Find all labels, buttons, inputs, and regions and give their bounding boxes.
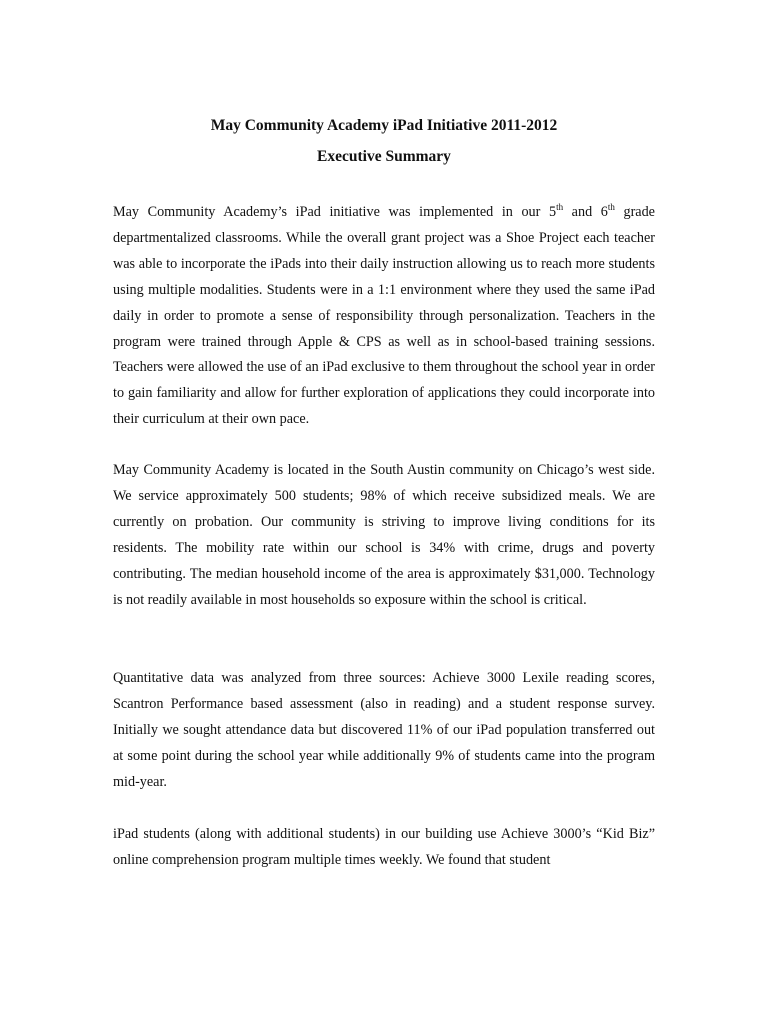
paragraph-data-sources: Quantitative data was analyzed from three sources: Achieve 3000 Lexile reading scores, Scantron Performance based assessment (also in reading) and a student response survey. Initially we sought attendance data but discovered 11% of our iPad population transferred out at some point during the school year while additionally 9% of students came into the program mid-year. [113, 670, 655, 790]
document-title: May Community Academy iPad Initiative 2011-2012 [210, 117, 558, 134]
paragraph-intro [113, 200, 655, 433]
document-subtitle: Executive Summary [317, 148, 451, 165]
paragraph-achieve-3000: iPad students (along with additional students) in our building use Achieve 3000’s “Kid Biz” online comprehension program multiple times weekly. We found that student [113, 826, 655, 868]
paragraph-intro-text-b: and 6 [563, 204, 608, 220]
paragraph-community: May Community Academy is located in the South Austin community on Chicago’s west side. We service approximately 500 students; 98% of which receive subsidized meals. We are currently on probation. Our community is striving to improve living conditions for its residents. The mobility rate within our school is 34% with crime, drugs and poverty contributing. The median household income of the area is approximately $31,000. Technology is not readily available in most households so exposure within the school is critical. [113, 462, 655, 608]
superscript-th-6: th [607, 202, 615, 212]
paragraph-intro-text-c: grade departmentalized classrooms. While the overall grant project was a Shoe Project each teacher was able to incorporate the iPads into their daily instruction allowing us to reach more students using multiple modalities. Students were in a 1:1 environment where they used the same iPad daily in order to promote a sense of responsibility through personalization. Teachers in the program were trained through Apple & CPS as well as in school-based training sessions. Teachers were allowed the use of an iPad exclusive to them throughout the school year in order to gain familiarity and allow for further exploration of applications they could incorporate into their curriculum at their own pace. [113, 204, 655, 428]
paragraph-intro-text-a: May Community Academy’s iPad initiative was implemented in our 5 [113, 204, 557, 220]
superscript-th-5: th [556, 202, 564, 212]
